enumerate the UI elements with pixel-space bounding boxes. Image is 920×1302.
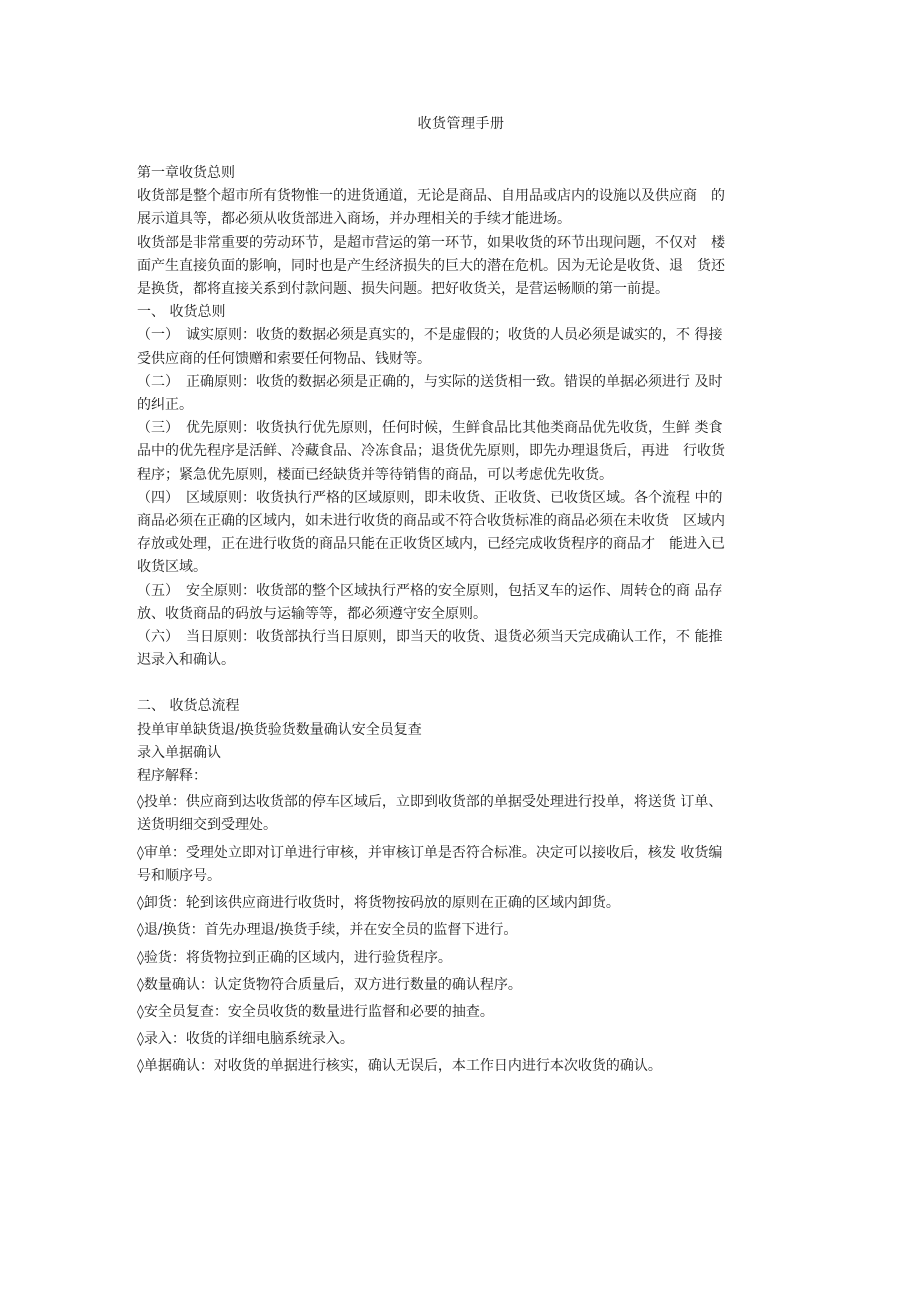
step-line: ◊安全员复查：安全员收货的数量进行监督和必要的抽查。 (137, 1003, 494, 1020)
paragraph-line: 面产生直接负面的影响，同时也是产生经济损失的巨大的潜在危机。因为无论是收货、退 货还 (137, 257, 725, 274)
paragraph-line: 展示道具等，都必须从收货部进入商场，并办理相关的手续才能进场。 (137, 211, 571, 228)
chapter-heading: 第一章收货总则 (137, 165, 235, 181)
explain-label: 程序解释： (137, 768, 207, 785)
principle-line: （四） 区域原则：收货执行严格的区域原则，即未收货、正收货、已收货区域。各个流程 中的 (137, 489, 723, 506)
principle-line: 收货区域。 (137, 559, 207, 576)
section-heading: 一、 收货总则 (137, 304, 226, 321)
principle-line: 迟录入和确认。 (137, 652, 235, 669)
flow-line: 投单审单缺货退/换货验货数量确认安全员复查 (137, 721, 422, 738)
principle-line: 受供应商的任何馈赠和索要任何物品、钱财等。 (137, 350, 431, 367)
principle-line: 品中的优先程序是活鲜、冷藏食品、冷冻食品；退货优先原则，即先办理退货后，再进 行收货 (137, 443, 725, 460)
section-heading: 二、 收货总流程 (137, 698, 240, 715)
blank-line (137, 672, 785, 695)
paragraph-line: 收货部是非常重要的劳动环节，是超市营运的第一环节，如果收货的环节出现问题，不仅对 楼 (137, 234, 725, 251)
flow-line: 录入单据确认 (137, 744, 221, 761)
principle-line: 放、收货商品的码放与运输等等，都必须遵守安全原则。 (137, 605, 487, 622)
principle-line: 存放或处理，正在进行收货的商品只能在正收货区域内，已经完成收货程序的商品才 能进入已 (137, 536, 725, 553)
step-line: 号和顺序号。 (137, 867, 221, 884)
principle-line: （一） 诚实原则：收货的数据必须是真实的，不是虚假的；收货的人员必须是诚实的，不 得接 (137, 327, 723, 344)
step-line: ◊卸货：轮到该供应商进行收货时，将货物按码放的原则在正确的区域内卸货。 (137, 895, 620, 912)
paragraph-line: 收货部是整个超市所有货物惟一的进货通道，无论是商品、自用品或店内的设施以及供应商 的 (137, 188, 725, 205)
principle-line: 商品必须在正确的区域内，如未进行收货的商品或不符合收货标准的商品必须在未收货 区域内 (137, 513, 725, 530)
step-line: ◊录入：收货的详细电脑系统录入。 (137, 1031, 354, 1048)
paragraph-line: 是换货，都将直接关系到付款问题、损失问题。把好收货关，是营运畅顺的第一前提。 (137, 281, 669, 298)
principle-line: （五） 安全原则：收货部的整个区域执行严格的安全原则，包括叉车的运作、周转仓的商 品存 (137, 582, 723, 599)
step-line: ◊验货：将货物拉到正确的区域内，进行验货程序。 (137, 949, 452, 966)
step-line: ◊数量确认：认定货物符合质量后，双方进行数量的确认程序。 (137, 976, 522, 993)
step-line: ◊审单：受理处立即对订单进行审核，并审核订单是否符合标准。决定可以接收后，核发 收货编 (137, 844, 723, 861)
document-title: 收货管理手册 (417, 116, 505, 132)
principle-line: 程序；紧急优先原则，楼面已经缺货并等待销售的商品，可以考虑优先收货。 (137, 466, 613, 483)
principle-line: 的纠正。 (137, 397, 193, 414)
document-page (137, 112, 785, 1079)
step-line: ◊单据确认：对收货的单据进行核实，确认无误后，本工作日内进行本次收货的确认。 (137, 1058, 662, 1075)
principle-line: （六） 当日原则：收货部执行当日原则，即当天的收货、退货必须当天完成确认工作，不 能推 (137, 629, 723, 646)
principle-line: （二） 正确原则：收货的数据必须是正确的，与实际的送货相一致。错误的单据必须进行 及时 (137, 373, 723, 390)
step-line: ◊退/换货：首先办理退/换货手续，并在安全员的监督下进行。 (137, 922, 518, 939)
step-line: ◊投单：供应商到达收货部的停车区域后，立即到收货部的单据受处理进行投单，将送货 订单、 (137, 794, 723, 811)
step-line: 送货明细交到受理处。 (137, 817, 277, 834)
principle-line: （三） 优先原则：收货执行优先原则，任何时候，生鲜食品比其他类商品优先收货，生鲜 类食 (137, 420, 723, 437)
